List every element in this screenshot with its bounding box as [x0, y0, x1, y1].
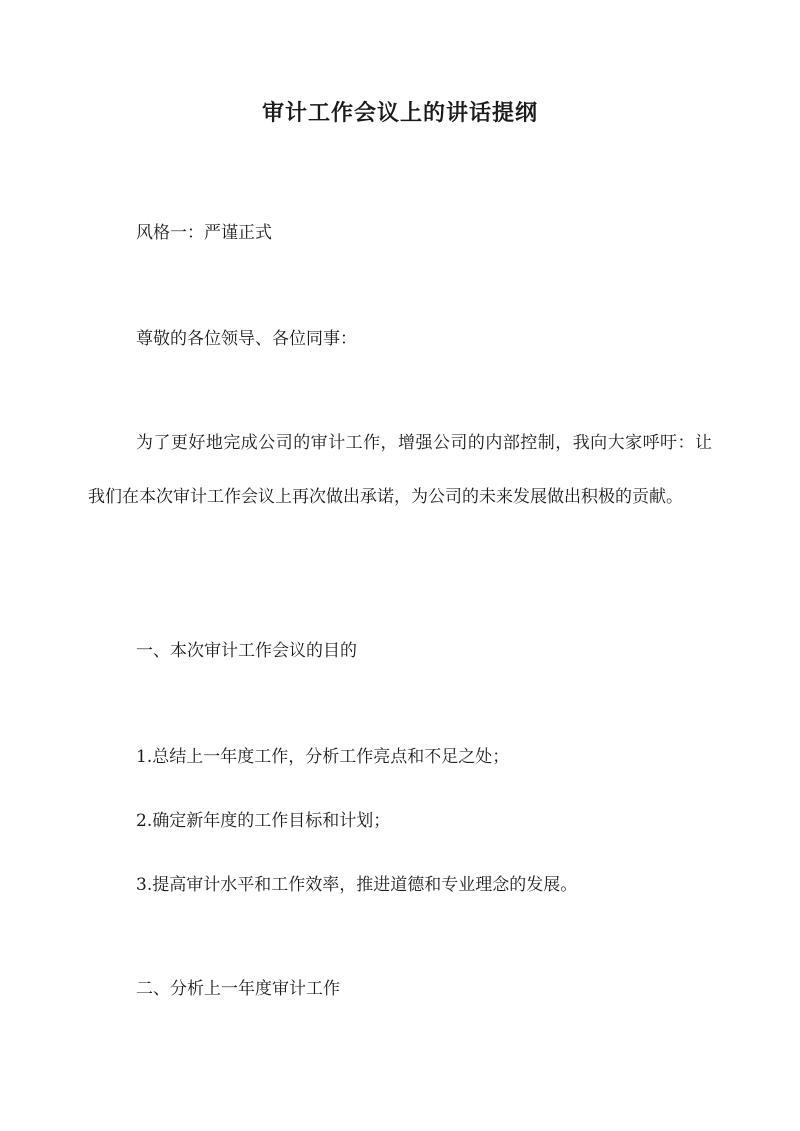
- section-1-heading: 一、本次审计工作会议的目的: [136, 641, 357, 661]
- section-2-heading: 二、分析上一年度审计工作: [136, 979, 340, 999]
- list-item: 1.总结上一年度工作，分析工作亮点和不足之处；: [136, 747, 510, 767]
- intro-paragraph: 为了更好地完成公司的审计工作，增强公司的内部控制，我向大家呼吁：让我们在本次审计工作会议上再次做出承诺，为公司的未来发展做出积极的贡献。: [88, 433, 712, 507]
- list-item: 2.确定新年度的工作目标和计划；: [136, 811, 391, 831]
- style-label: 风格一：严谨正式: [136, 223, 272, 243]
- document-title: 审计工作会议上的讲话提纲: [261, 100, 538, 126]
- list-item: 3.提高审计水平和工作效率，推进道德和专业理念的发展。: [136, 875, 578, 895]
- salutation: 尊敬的各位领导、各位同事：: [136, 329, 357, 349]
